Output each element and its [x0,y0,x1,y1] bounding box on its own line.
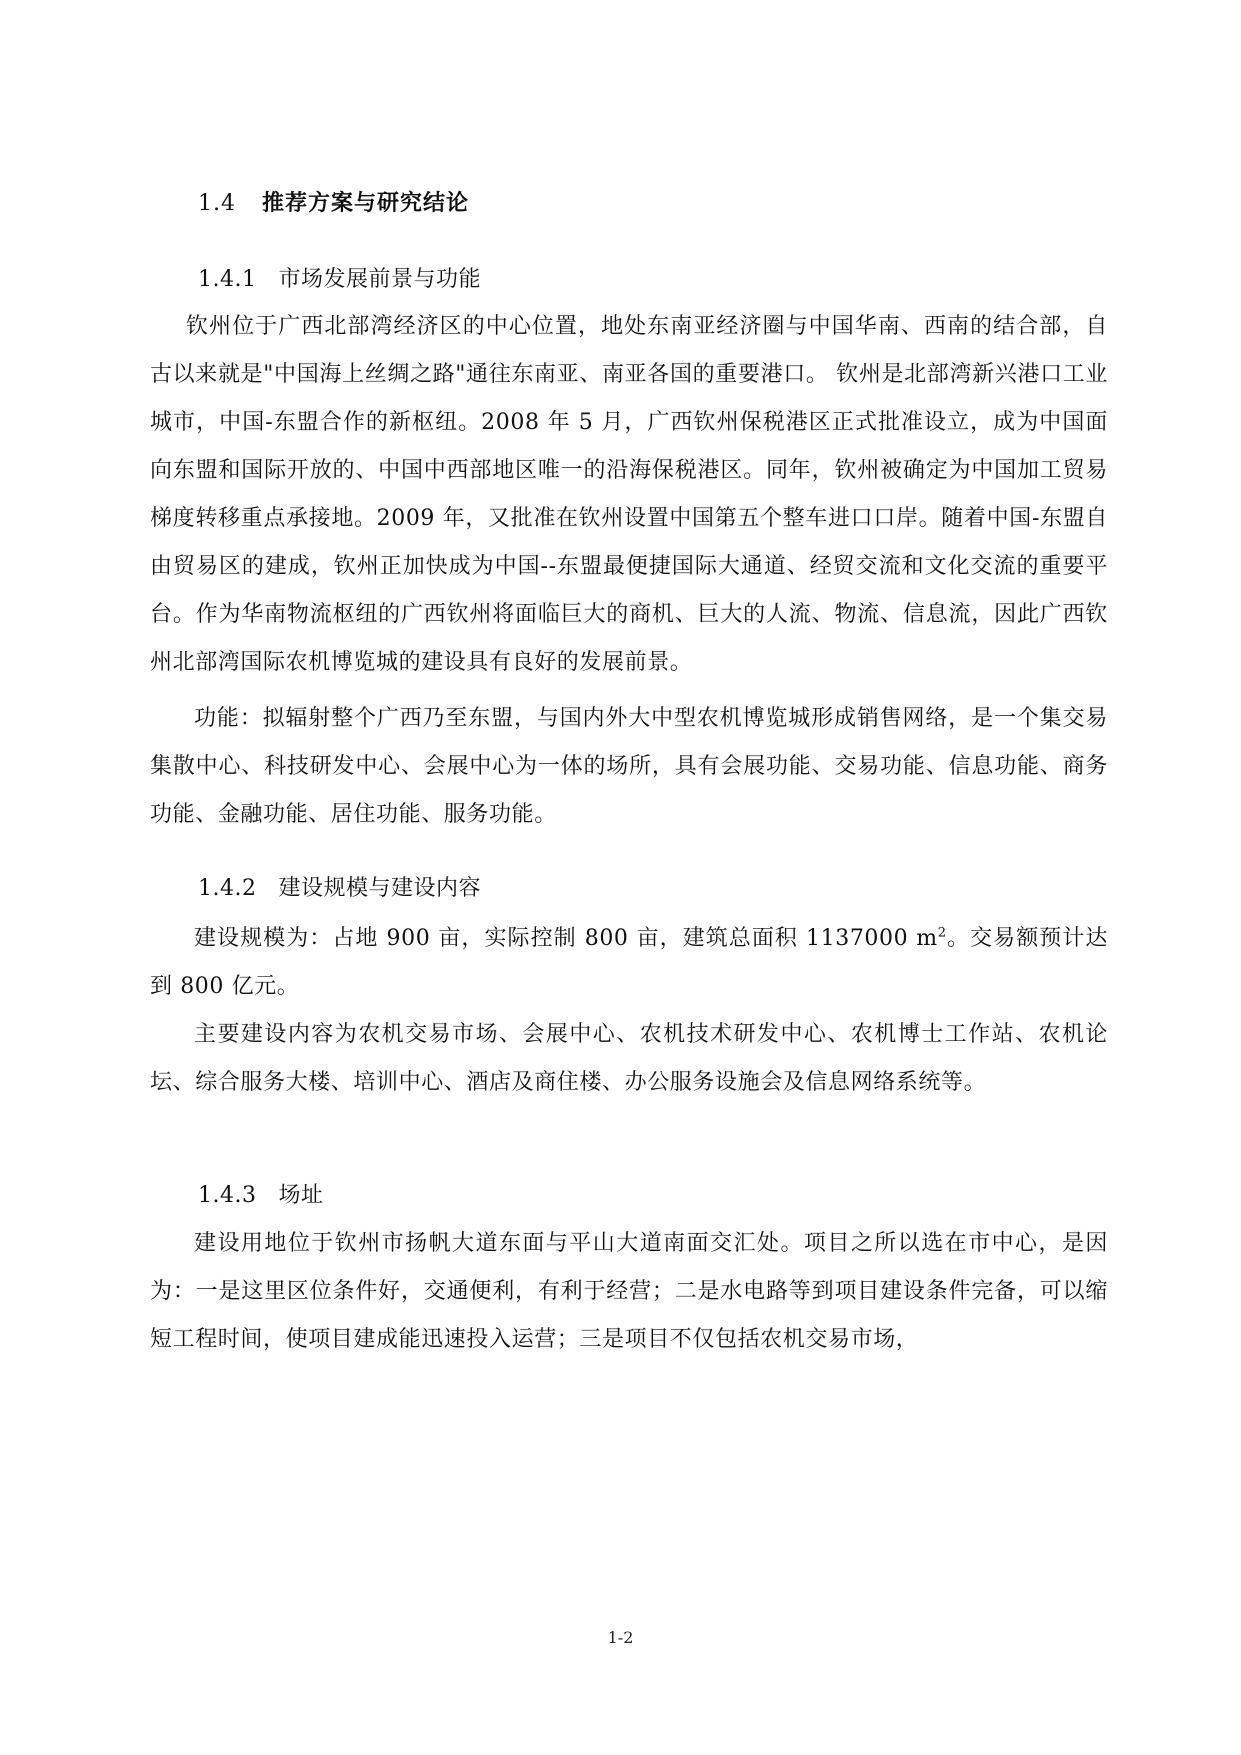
subsection-heading-1-4-3 [198,1178,324,1209]
section-number: 1.4 [198,191,236,216]
page-number: 1-2 [607,1628,634,1647]
subsection-number: 1.4.1 [198,267,257,292]
paragraph-construction-scale [150,915,1108,1011]
scale-text-tail: 。交易额预计达到 800 亿元。 [150,926,1108,999]
paragraph-market-outlook: 钦州位于广西北部湾经济区的中心位置，地处东南亚经济圈与中国华南、西南的结合部，自古以来就是"中国海上丝绸之路"通往东南亚、南亚各国的重要港口。 钦州是北部湾新兴港口工业城市，中国-东盟合作的新枢纽。2008 年 5 月，广西钦州保税港区正式批准设立，成为中国面向东盟和国际开放的、中国中西部地区唯一的沿海保税港区。同年，钦州被确定为中国加工贸易梯度转移重点承接地。2009 年，又批准在钦州设置中国第五个整车进口口岸。随着中国-东盟自由贸易区的建成，钦州正加快成为中国--东盟最便捷国际大通道、经贸交流和文化交流的重要平台。作为华南物流枢纽的广西钦州将面临巨大的商机、巨大的人流、物流、信息流，因此广西钦州北部湾国际农机博览城的建设具有良好的发展前景。 [150,314,1108,675]
section-heading [198,186,469,217]
section-title: 推荐方案与研究结论 [262,190,470,216]
subsection-heading-1-4-2 [198,871,481,902]
area-unit-superscript: 2 [937,925,947,941]
paragraph-site: 建设用地位于钦州市扬帆大道东面与平山大道南面交汇处。项目之所以选在市中心，是因为：一是这里区位条件好，交通便利，有利于经营；二是水电路等到项目建设条件完备，可以缩短工程时间，使项目建成能迅速投入运营；三是项目不仅包括农机交易市场， [150,1231,1108,1352]
subsection-title: 场址 [278,1183,324,1208]
subsection-title: 市场发展前景与功能 [278,267,481,292]
scale-text: 建设规模为：占地 900 亩，实际控制 800 亩，建筑总面积 1137000 m [194,926,938,951]
subsection-number: 1.4.2 [198,876,257,901]
subsection-heading-1-4-1 [198,262,481,293]
paragraph-construction-content: 主要建设内容为农机交易市场、会展中心、农机技术研发中心、农机博士工作站、农机论坛、综合服务大楼、培训中心、酒店及商住楼、办公服务设施会及信息网络系统等。 [150,1022,1108,1095]
subsection-title: 建设规模与建设内容 [278,876,481,901]
subsection-number: 1.4.3 [198,1183,257,1208]
paragraph-functions: 功能：拟辐射整个广西乃至东盟，与国内外大中型农机博览城形成销售网络，是一个集交易集散中心、科技研发中心、会展中心为一体的场所，具有会展功能、交易功能、信息功能、商务功能、金融功能、居住功能、服务功能。 [150,706,1108,827]
